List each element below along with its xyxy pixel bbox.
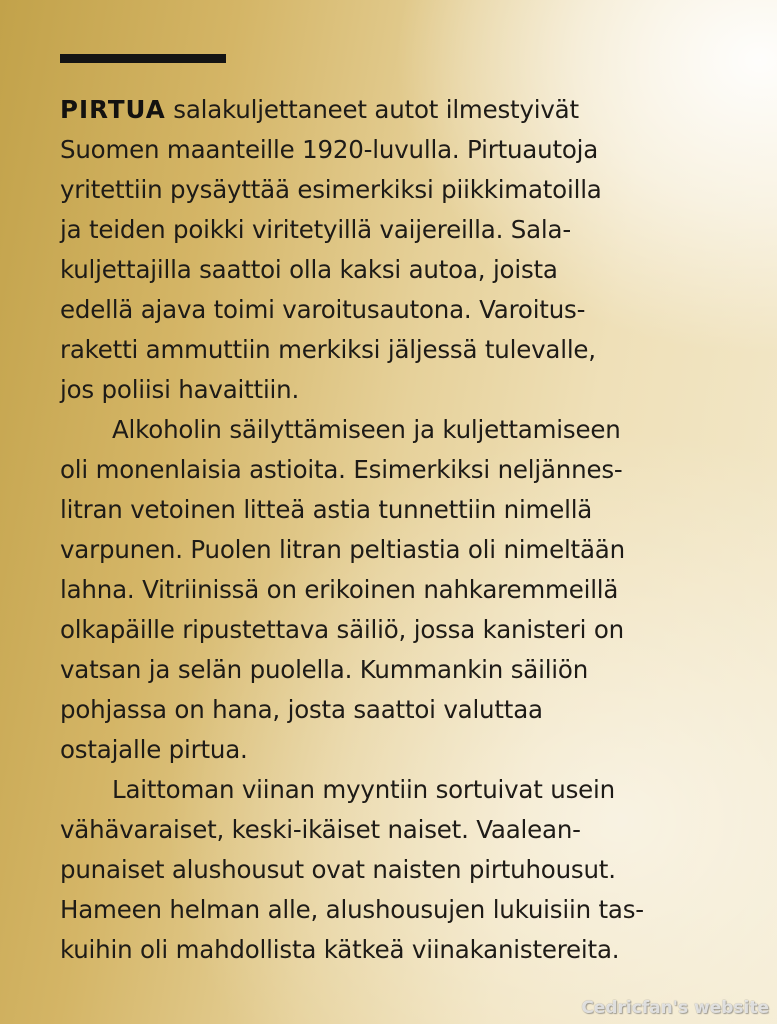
text-line: olkapäille ripustettava säiliö, jossa kanisteri on (60, 615, 624, 644)
paragraph-start-line: Laittoman viinan myyntiin sortuivat usein (112, 775, 615, 804)
text-line: vatsan ja selän puolella. Kummankin säiliön (60, 655, 589, 684)
text-line: edellä ajava toimi varoitusautona. Varoitus- (60, 295, 586, 324)
decorative-rule (60, 54, 226, 63)
lead-word: PIRTUA (60, 95, 166, 124)
text-line: lahna. Vitriinissä on erikoinen nahkaremmeillä (60, 575, 619, 604)
text-line: ja teiden poikki viritetyillä vaijereilla. Sala- (60, 215, 571, 244)
text-line: jos poliisi havaittiin. (60, 375, 300, 404)
text-line: pohjassa on hana, josta saattoi valuttaa (60, 695, 543, 724)
text-line: ostajalle pirtua. (60, 735, 248, 764)
text-line: varpunen. Puolen litran peltiastia oli nimeltään (60, 535, 625, 564)
museum-text-panel (60, 90, 740, 970)
text-line: kuihin oli mahdollista kätkeä viinakanistereita. (60, 935, 620, 964)
paragraph-start-line: Alkoholin säilyttämiseen ja kuljettamiseen (112, 415, 621, 444)
text-line: kuljettajilla saattoi olla kaksi autoa, joista (60, 255, 558, 284)
text-line: yritettiin pysäyttää esimerkiksi piikkimatoilla (60, 175, 602, 204)
text-line (60, 90, 740, 130)
text-line: raketti ammuttiin merkiksi jäljessä tulevalle, (60, 335, 596, 364)
text-line: litran vetoinen litteä astia tunnettiin nimellä (60, 495, 593, 524)
watermark: Cedricfan's website (581, 998, 769, 1018)
text-line: Suomen maanteille 1920-luvulla. Pirtuautoja (60, 135, 599, 164)
text-line: Hameen helman alle, alushousujen lukuisiin tas- (60, 895, 644, 924)
text-line: punaiset alushousut ovat naisten pirtuhousut. (60, 855, 616, 884)
text-line-rest: salakuljettaneet autot ilmestyivät (173, 95, 579, 124)
text-line: vähävaraiset, keski-ikäiset naiset. Vaalean- (60, 815, 581, 844)
text-line: oli monenlaisia astioita. Esimerkiksi neljännes- (60, 455, 623, 484)
